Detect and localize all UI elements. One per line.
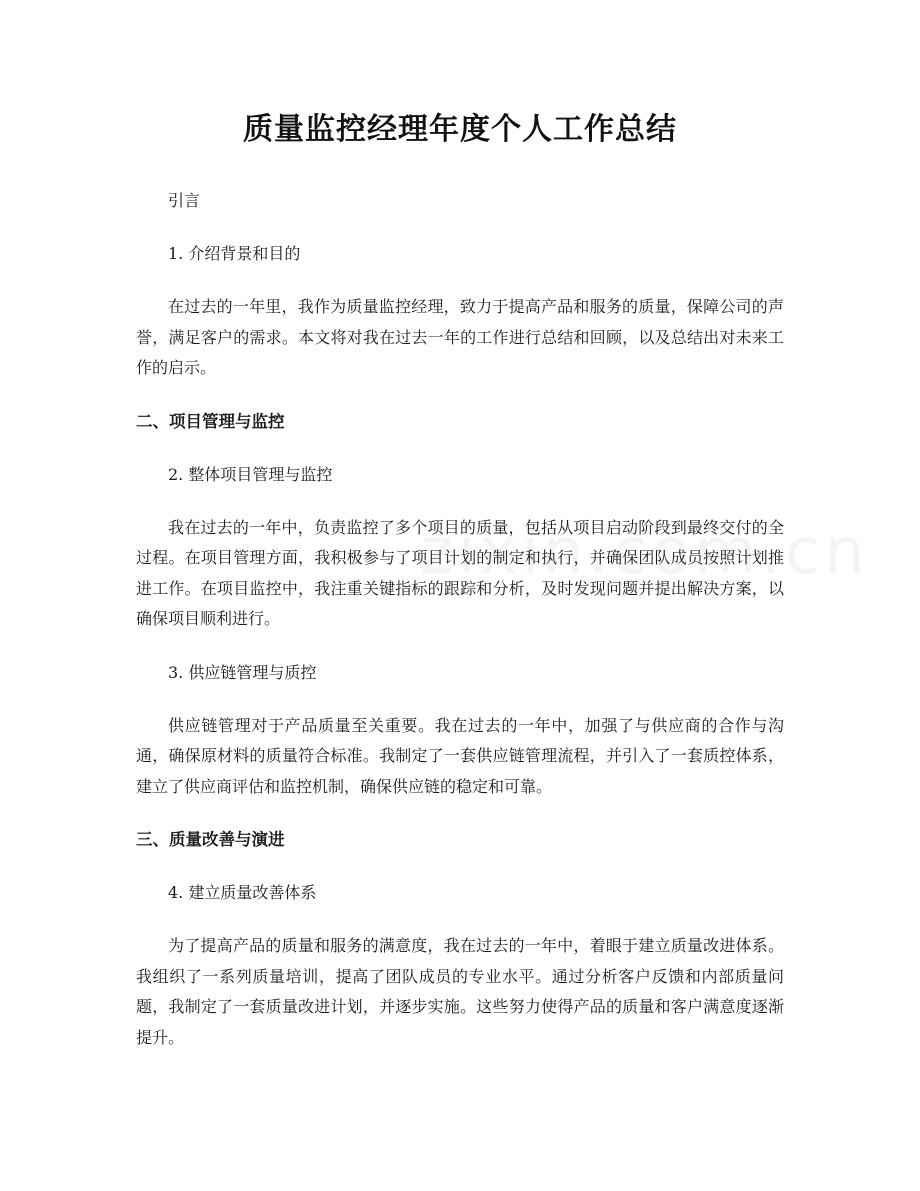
document-title: 质量监控经理年度个人工作总结: [243, 112, 677, 147]
subheading-supply-chain: 3. 供应链管理与质控: [168, 662, 317, 682]
paragraph-quality-system: 为了提高产品的质量和服务的满意度，我在过去的一年中，着眼于建立质量改进体系。我组织了一系列质量培训，提高了团队成员的专业水平。通过分析客户反馈和内部质量问题，我制定了一套质量改进计划，并逐步实施。这些努力使得产品的质量和客户满意度逐渐提升。: [136, 936, 784, 1047]
paragraph-intro: 在过去的一年里，我作为质量监控经理，致力于提高产品和服务的质量，保障公司的声誉，满足客户的需求。本文将对我在过去一年的工作进行总结和回顾，以及总结出对未来工作的启示。: [136, 297, 784, 377]
subheading-project-management: 2. 整体项目管理与监控: [168, 464, 333, 484]
intro-heading: 引言: [168, 191, 201, 210]
subheading-background: 1. 介绍背景和目的: [168, 244, 301, 263]
subheading-quality-system: 4. 建立质量改善体系: [168, 883, 317, 902]
paragraph-project-management: 我在过去的一年中，负责监控了多个项目的质量，包括从项目启动阶段到最终交付的全过程。在项目管理方面，我积极参与了项目计划的制定和执行，并确保团队成员按照计划推进工作。在项目监控中，我注重关键指标的跟踪和分析，及时发现问题并提出解决方案，以确保项目顺利进行。: [136, 517, 784, 628]
paragraph-supply-chain: 供应链管理对于产品质量至关重要。我在过去的一年中，加强了与供应商的合作与沟通，确保原材料的质量符合标准。我制定了一套供应链管理流程，并引入了一套质控体系，建立了供应商评估和监控机制，确保供应链的稳定和可靠。: [136, 715, 784, 796]
section-heading-project: 二、项目管理与监控: [136, 411, 285, 431]
document-body: [136, 186, 784, 1076]
section-heading-quality: 三、质量改善与演进: [136, 830, 285, 849]
